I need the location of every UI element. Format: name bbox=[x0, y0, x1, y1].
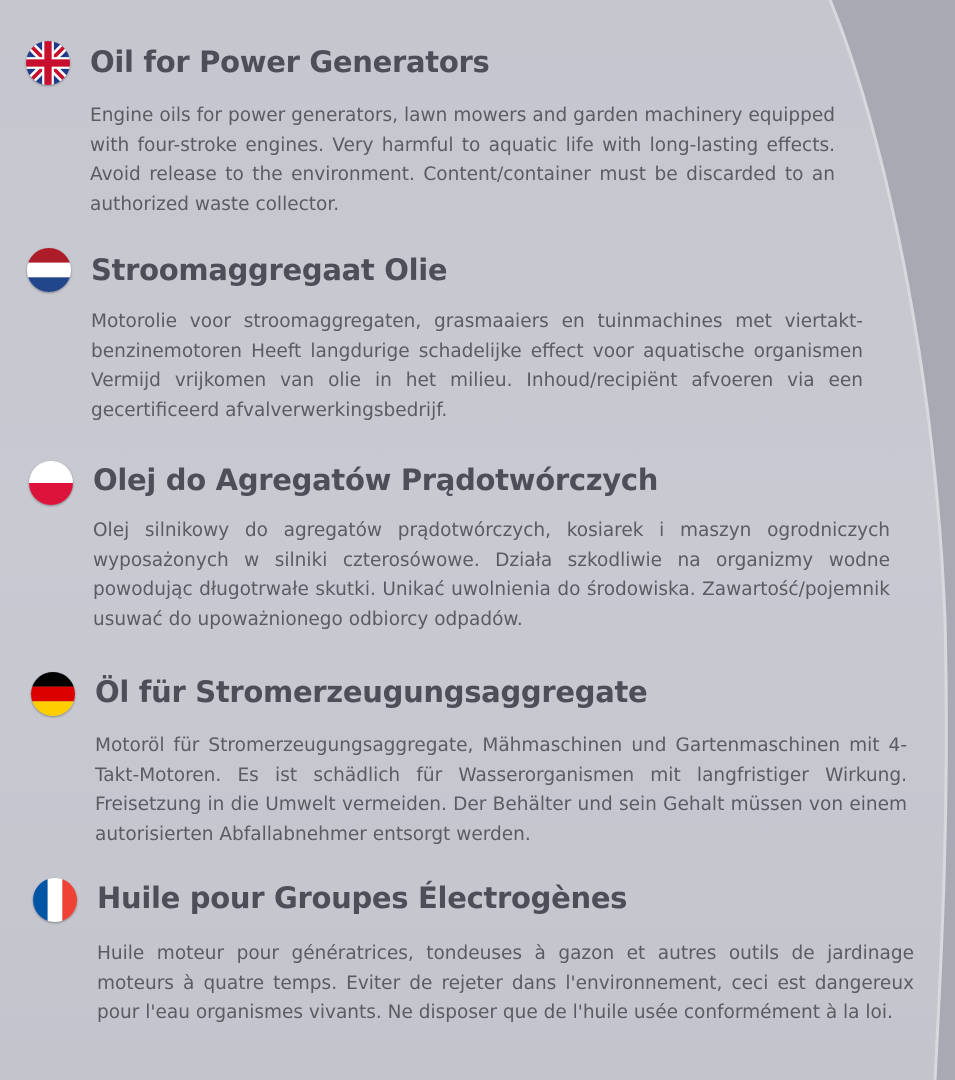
section-text: Huile moteur pour génératrices, tondeuses à gazon et autres outils de jardinage moteurs à quatre temps. Eviter de rejeter dans l'environnement, ceci est dangereux pour l'eau organismes vivants. Ne disposer que de l'huile usée conformément à la loi. bbox=[97, 943, 914, 1023]
section-title: Öl für Stromerzeugungsaggregate bbox=[95, 675, 648, 709]
section-text: Motoröl für Stromerzeugungsaggregate, Mähmaschinen und Gartenmaschinen mit 4-Takt-Motoren. Es ist schädlich für Wasserorganismen mit langfristiger Wirkung. Freisetzung in die Umwelt vermeiden. Der Behälter und sein Gehalt müssen von einem autorisierten Abfallabnehmer entsorgt werden. bbox=[95, 735, 907, 845]
poland-flag-icon bbox=[29, 461, 73, 505]
section-title: Stroomaggregaat Olie bbox=[91, 253, 448, 287]
section-title: Oil for Power Generators bbox=[90, 45, 490, 79]
section-title: Huile pour Groupes Électrogènes bbox=[97, 881, 628, 915]
section-title: Olej do Agregatów Prądotwórczych bbox=[93, 463, 659, 497]
section-text: Motorolie voor stroomaggregaten, grasmaaiers en tuinmachines met viertakt-benzinemotoren Heeft langdurige schadelijke effect voor aquatische organismen Vermijd vrijkomen van olie in het milieu. Inhoud/recipiënt afvoeren via een gecertificeerd afvalverwerkingsbedrijf. bbox=[91, 311, 863, 421]
netherlands-flag-icon bbox=[27, 248, 71, 292]
uk-flag-icon bbox=[26, 41, 70, 85]
section-text: Engine oils for power generators, lawn mowers and garden machinery equipped with four-stroke engines. Very harmful to aquatic life with long-lasting effects. Avoid release to the environment. Content/container must be discarded to an authorized waste collector. bbox=[90, 105, 835, 215]
germany-flag-icon bbox=[31, 672, 75, 716]
section-text: Olej silnikowy do agregatów prądotwórczych, kosiarek i maszyn ogrodniczych wyposażonych w silniki czterosówowe. Działa szkodliwie na organizmy wodne powodując długotrwałe skutki. Unikać uwolnienia do środowiska. Zawartość/pojemnik usuwać do upoważnionego odbiorcy odpadów. bbox=[93, 520, 890, 630]
france-flag-icon bbox=[33, 878, 77, 922]
